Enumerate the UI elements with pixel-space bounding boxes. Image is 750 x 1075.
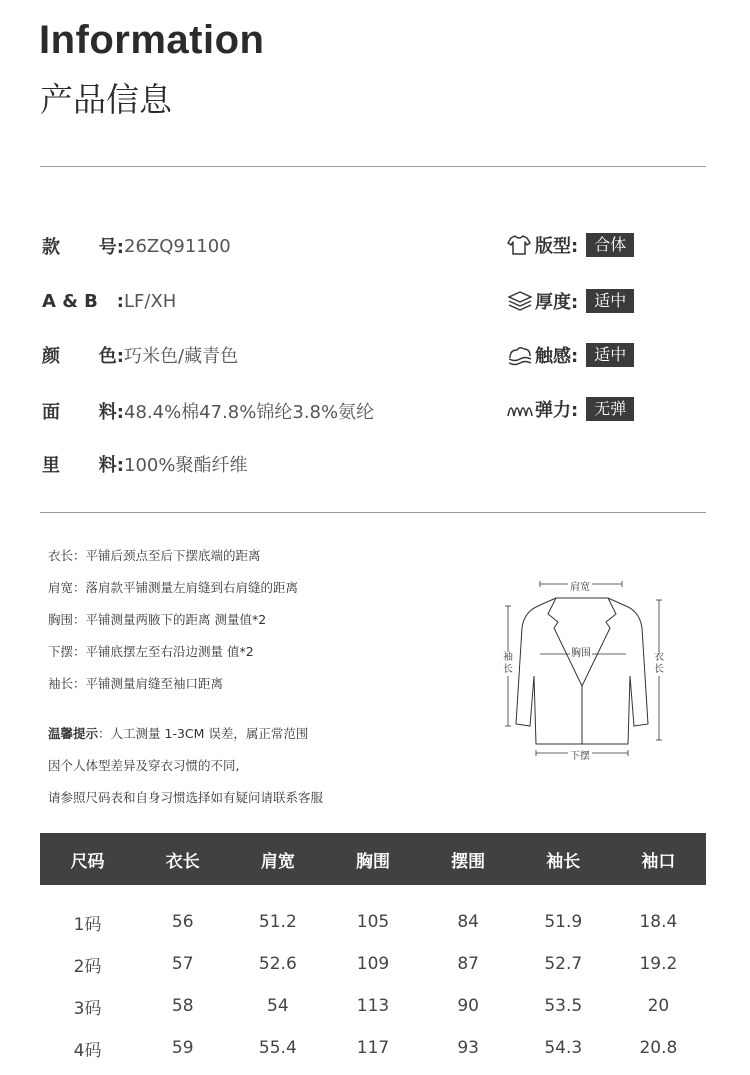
divider-top — [40, 166, 706, 167]
table-row — [40, 991, 706, 1021]
definition-hem: 下摆：平铺底摆左至右沿边测量 值*2 — [48, 644, 254, 659]
feature-badge: 适中 — [586, 343, 634, 367]
feature-thickness — [507, 288, 634, 314]
feature-badge: 合体 — [586, 233, 634, 257]
diagram-label-sleeve-a: 袖 — [503, 652, 513, 663]
feature-label: 触感: — [535, 346, 579, 367]
column-header: 衣长 — [165, 851, 200, 872]
table-cell: 54.3 — [544, 1038, 583, 1058]
table-cell: 109 — [356, 954, 390, 974]
table-cell: 59 — [171, 1038, 194, 1058]
divider-middle — [40, 512, 706, 513]
table-cell: 4码 — [73, 1040, 102, 1061]
tip-line-3: 请参照尺码表和自身习惯选择如有疑问请联系客服 — [48, 790, 324, 805]
column-header: 尺码 — [70, 851, 105, 872]
diagram-label-shoulder: 肩宽 — [568, 578, 592, 593]
spec-value: 巧米色/藏青色 — [124, 346, 239, 367]
diagram-label-chest: 胸围 — [570, 644, 592, 659]
table-cell: 93 — [457, 1038, 479, 1058]
table-cell: 51.2 — [258, 912, 297, 932]
table-cell: 57 — [171, 954, 194, 974]
spec-value: 100%聚酯纤维 — [124, 455, 248, 476]
table-cell: 87 — [457, 954, 479, 974]
spec-row-color: 颜 色: 巧米色/藏青色 — [42, 341, 238, 369]
spec-label: 里 — [42, 455, 60, 476]
definition-shoulder: 肩宽：落肩款平铺测量左肩缝到右肩缝的距离 — [48, 580, 299, 595]
spec-label: 料 — [98, 402, 117, 423]
tip-title: 温馨提示 — [48, 726, 99, 741]
elastic-wave-icon — [507, 398, 533, 420]
spec-value: 26ZQ91100 — [124, 235, 231, 257]
spec-row-ab: A & B : LF/XH — [42, 290, 177, 312]
hand-touch-icon — [507, 344, 533, 366]
definition-length: 衣长：平铺后颈点至后下摆底端的距离 — [48, 548, 261, 563]
table-cell: 113 — [356, 996, 390, 1016]
table-cell: 56 — [171, 912, 194, 932]
table-cell: 19.2 — [639, 954, 678, 974]
table-cell: 18.4 — [639, 912, 678, 932]
spec-row-style-no: 款 号: 26ZQ91100 — [42, 232, 231, 260]
column-header: 袖口 — [641, 851, 676, 872]
table-row — [40, 949, 706, 979]
feature-label: 版型: — [535, 236, 579, 257]
spec-row-lining: 里 料: 100%聚酯纤维 — [42, 450, 247, 478]
feature-touch — [507, 342, 634, 368]
table-cell: 84 — [457, 912, 479, 932]
table-cell: 52.6 — [258, 954, 297, 974]
table-cell: 53.5 — [544, 996, 583, 1016]
table-cell: 2码 — [73, 956, 102, 977]
column-header: 摆围 — [451, 851, 486, 872]
spec-label: A & B — [42, 290, 98, 312]
feature-badge: 适中 — [586, 289, 634, 313]
page-title-en: Information — [39, 18, 265, 62]
jacket-outline-icon — [498, 576, 670, 762]
table-cell: 54 — [267, 996, 289, 1016]
feature-badge: 无弹 — [586, 397, 634, 421]
column-header: 肩宽 — [260, 851, 295, 872]
diagram-label-sleeve-b: 长 — [503, 664, 513, 675]
tip-line-1: 温馨提示：人工测量 1-3CM 误差，属正常范围 — [48, 726, 309, 741]
feature-label: 弹力: — [535, 400, 579, 421]
spec-row-fabric: 面 料: 48.4%棉47.8%锦纶3.8%氨纶 — [42, 397, 374, 425]
table-cell: 20.8 — [639, 1038, 678, 1058]
diagram-label-length-a: 衣 — [654, 652, 664, 663]
column-header: 袖长 — [546, 851, 581, 872]
table-cell: 52.7 — [544, 954, 583, 974]
diagram-label-length-b: 长 — [654, 664, 664, 675]
spec-value: 48.4%棉47.8%锦纶3.8%氨纶 — [124, 402, 375, 423]
thickness-layers-icon — [507, 290, 533, 312]
spec-label: 料 — [98, 455, 117, 476]
table-cell: 117 — [356, 1038, 390, 1058]
size-table-header — [40, 833, 706, 885]
spec-label: 号 — [98, 237, 117, 258]
definition-chest: 胸围：平铺测量两腋下的距离 测量值*2 — [48, 612, 267, 627]
page-title-cn: 产品信息 — [40, 80, 172, 119]
spec-value: LF/XH — [124, 290, 177, 312]
spec-label: 款 — [42, 237, 60, 258]
table-cell: 105 — [356, 912, 390, 932]
table-cell: 51.9 — [544, 912, 583, 932]
table-cell: 1码 — [73, 914, 102, 935]
feature-elasticity — [507, 396, 634, 422]
table-cell: 55.4 — [258, 1038, 297, 1058]
table-cell: 20 — [647, 996, 670, 1016]
table-cell: 3码 — [73, 998, 102, 1019]
diagram-label-hem: 下摆 — [568, 747, 592, 762]
feature-label: 厚度: — [535, 292, 579, 313]
spec-label: 色 — [98, 346, 117, 367]
table-cell: 90 — [457, 996, 479, 1016]
tshirt-icon — [507, 234, 533, 256]
measurement-diagram — [498, 576, 670, 762]
definition-sleeve: 袖长：平铺测量肩缝至袖口距离 — [48, 676, 224, 691]
spec-label: 面 — [42, 402, 60, 423]
table-row — [40, 1033, 706, 1063]
tip-line-2: 因个人体型差异及穿衣习惯的不同, — [48, 758, 240, 773]
table-cell: 58 — [171, 996, 194, 1016]
table-row — [40, 907, 706, 937]
spec-label: 颜 — [42, 346, 60, 367]
feature-fit — [507, 232, 634, 258]
column-header: 胸围 — [355, 851, 390, 872]
